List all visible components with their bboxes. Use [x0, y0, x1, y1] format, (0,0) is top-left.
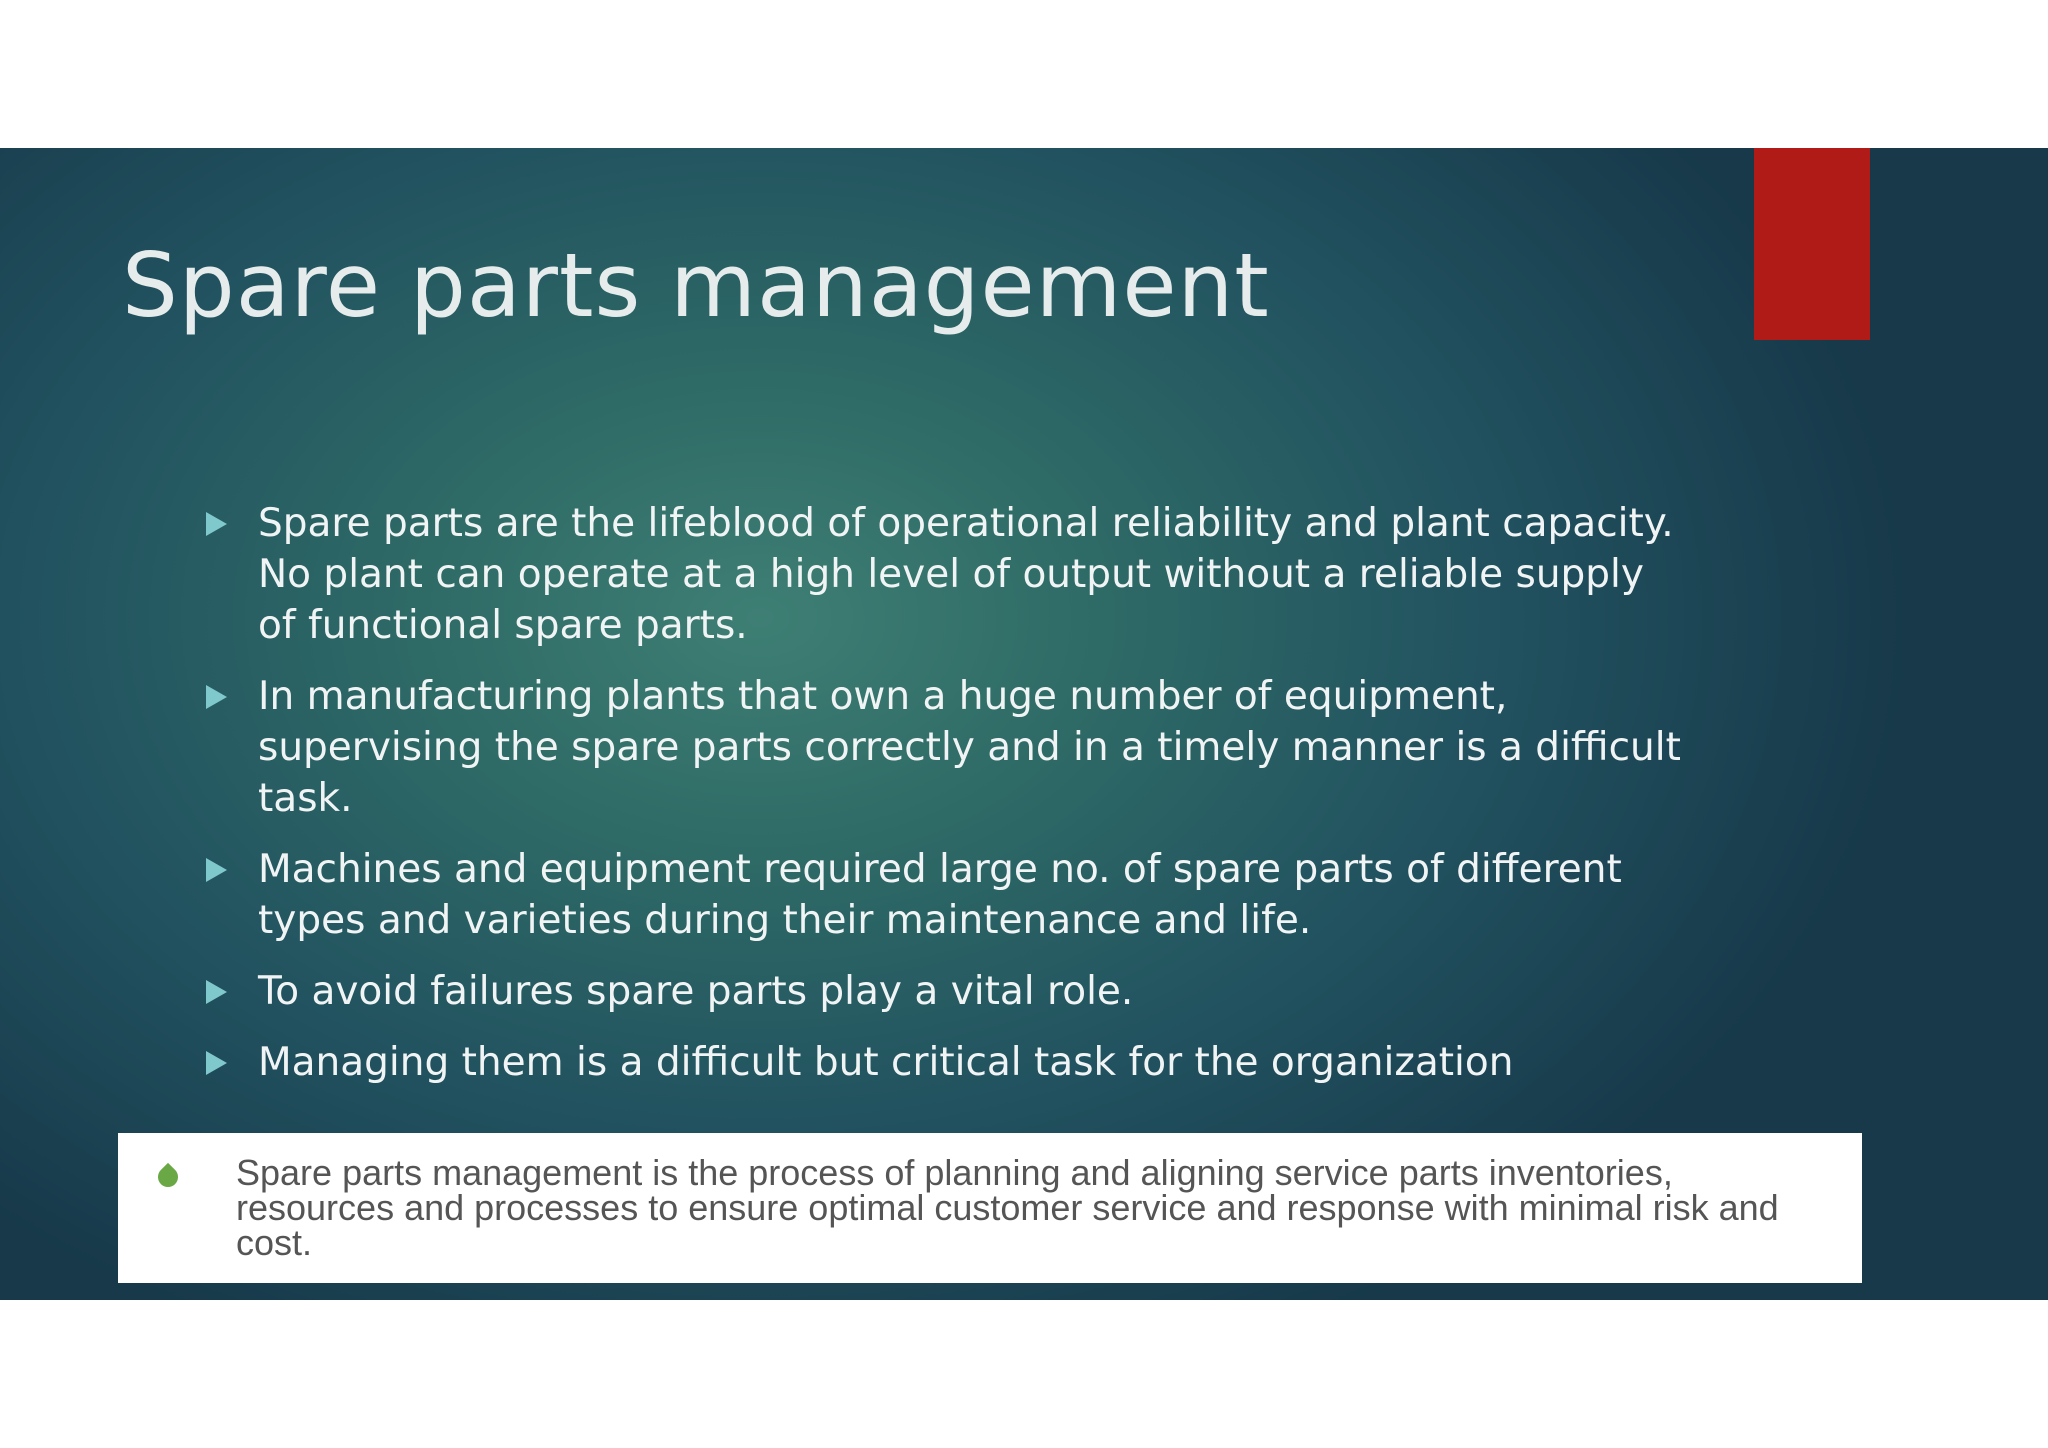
- definition-text: Spare parts management is the process of planning and aligning service parts inventories, resources and processes to ensure optimal customer service and response with minimal risk and cost.: [236, 1152, 1779, 1263]
- bullet-item: [202, 671, 1682, 824]
- bullet-item: [202, 498, 1682, 651]
- bullet-item: [202, 844, 1682, 946]
- bullet-text: In manufacturing plants that own a huge number of equipment, supervising the spare parts correctly and in a timely manner is a difficult task.: [258, 674, 1681, 821]
- definition-box: [118, 1133, 1862, 1283]
- slide: [0, 148, 2048, 1300]
- slide-title: Spare parts management: [122, 234, 1270, 337]
- bullet-text: Managing them is a difficult but critical task for the organization: [258, 1040, 1514, 1085]
- bullet-text: Machines and equipment required large no. of spare parts of different types and varieties during their maintenance and life.: [258, 847, 1622, 943]
- bullet-item: [202, 1037, 1682, 1088]
- triangle-arrow-icon: [206, 512, 227, 536]
- triangle-arrow-icon: [206, 858, 227, 882]
- triangle-arrow-icon: [206, 685, 227, 709]
- bullet-text: To avoid failures spare parts play a vital role.: [258, 969, 1134, 1014]
- bullet-text: Spare parts are the lifeblood of operational reliability and plant capacity. No plant can operate at a high level of output without a reliable supply of functional spare parts.: [258, 501, 1674, 648]
- triangle-arrow-icon: [206, 1051, 227, 1075]
- bullet-list: [202, 498, 1682, 1108]
- triangle-arrow-icon: [206, 980, 227, 1004]
- bullet-item: [202, 966, 1682, 1017]
- accent-bar: [1754, 148, 1870, 340]
- leaf-icon: [154, 1163, 182, 1191]
